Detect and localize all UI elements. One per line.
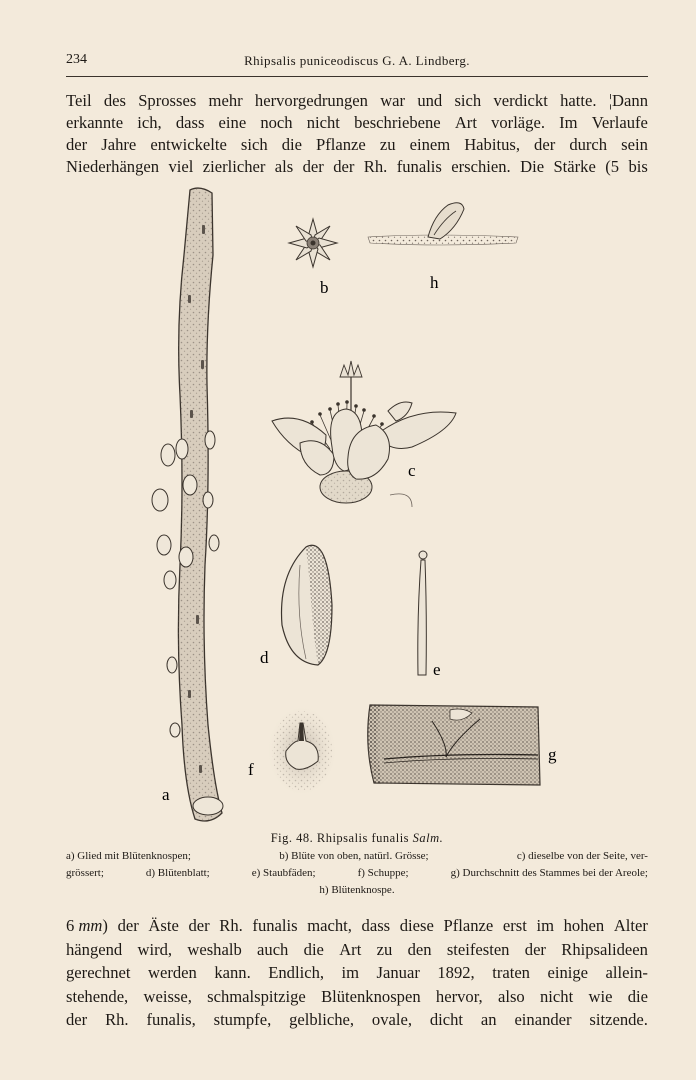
word: mehr bbox=[208, 91, 243, 110]
label-c: c bbox=[408, 461, 416, 480]
word: erkannte bbox=[66, 113, 124, 132]
text-line bbox=[66, 156, 648, 178]
word: im bbox=[536, 916, 554, 935]
word: Endlich, bbox=[268, 963, 325, 982]
page-header bbox=[66, 50, 648, 72]
word: vorläge. bbox=[491, 113, 545, 132]
word: einem bbox=[409, 135, 451, 154]
word: Habitus, bbox=[464, 135, 520, 154]
text-line bbox=[66, 112, 648, 134]
word: noch bbox=[260, 113, 293, 132]
word: zu bbox=[379, 135, 396, 154]
caption-line bbox=[66, 882, 648, 899]
caption-title-author: Salm. bbox=[412, 831, 444, 845]
caption-item: a) Glied mit Blütenknospen; bbox=[66, 850, 191, 862]
text-line bbox=[66, 914, 648, 938]
word: hervorgedrungen bbox=[254, 91, 368, 110]
label-e: e bbox=[433, 660, 441, 679]
figure-caption-title bbox=[66, 831, 648, 846]
word: einander bbox=[514, 1010, 572, 1029]
word: sich bbox=[240, 135, 268, 154]
word: der bbox=[66, 1010, 88, 1029]
word: zierlicher bbox=[202, 157, 266, 176]
word: wird, bbox=[137, 939, 173, 959]
header-rule bbox=[66, 76, 648, 77]
word: der bbox=[524, 939, 546, 959]
petal-drawing bbox=[282, 545, 333, 665]
word: Rhipsalideen bbox=[561, 939, 648, 959]
word: entwickelte bbox=[150, 135, 227, 154]
word: sein bbox=[621, 135, 648, 154]
word: durch bbox=[569, 135, 608, 154]
flower-side-view-drawing bbox=[272, 361, 456, 507]
word: Sprosses bbox=[138, 91, 197, 110]
word: ¦Dann bbox=[608, 91, 648, 110]
word: im bbox=[341, 963, 360, 982]
word: Jahre bbox=[101, 135, 137, 154]
text-line bbox=[66, 134, 648, 156]
word: Die bbox=[520, 157, 545, 176]
label-d: d bbox=[260, 648, 269, 667]
word: der bbox=[117, 916, 139, 935]
word: Art bbox=[339, 939, 362, 959]
word: nicht bbox=[306, 113, 340, 132]
label-f: f bbox=[248, 760, 254, 779]
top-paragraph bbox=[66, 90, 648, 178]
word: Pflanze bbox=[443, 916, 494, 935]
word: verdickt bbox=[493, 91, 548, 110]
word: werden bbox=[148, 963, 197, 982]
word: erschien. bbox=[451, 157, 511, 176]
word: funalis bbox=[252, 916, 298, 935]
word: der bbox=[333, 157, 355, 176]
botanical-figure bbox=[150, 185, 580, 825]
word: Niederhängen bbox=[66, 157, 160, 176]
word: Äste bbox=[148, 916, 179, 935]
word: des bbox=[103, 91, 126, 110]
word: kann. bbox=[214, 963, 251, 982]
word: der bbox=[66, 135, 88, 154]
word: 6 mm) bbox=[66, 916, 108, 935]
caption-item: b) Blüte von oben, natürl. Grösse; bbox=[279, 850, 429, 862]
word: Rh. bbox=[219, 916, 243, 935]
word: die bbox=[281, 135, 302, 154]
word: der bbox=[302, 157, 324, 176]
caption-item: h) Blütenknospe. bbox=[319, 884, 395, 896]
word: hatte. bbox=[560, 91, 597, 110]
word: Pflanze bbox=[316, 135, 366, 154]
label-b: b bbox=[320, 278, 329, 297]
caption-line bbox=[66, 848, 648, 865]
word: der bbox=[188, 916, 210, 935]
word: hohen bbox=[563, 916, 605, 935]
word: erst bbox=[502, 916, 527, 935]
word: der bbox=[534, 135, 556, 154]
word: die bbox=[627, 986, 648, 1006]
text-line bbox=[66, 938, 648, 962]
word: gelbliche, bbox=[289, 1010, 355, 1029]
word: war bbox=[380, 91, 406, 110]
flower-bud-drawing bbox=[368, 203, 518, 245]
word: einige bbox=[547, 963, 589, 982]
word: dass bbox=[361, 916, 391, 935]
word: allein- bbox=[605, 963, 648, 982]
word: schmalspitzige bbox=[207, 986, 306, 1006]
word: nicht bbox=[540, 986, 574, 1006]
word: ovale, bbox=[371, 1010, 412, 1029]
stem-cross-section-drawing bbox=[368, 705, 540, 785]
word: beschriebene bbox=[354, 113, 441, 132]
word: sitzende. bbox=[589, 1010, 648, 1029]
word: stehende, bbox=[66, 986, 129, 1006]
word: sich bbox=[454, 91, 482, 110]
caption-item: e) Staubfäden; bbox=[251, 867, 316, 879]
word: Januar bbox=[376, 963, 420, 982]
word: dass bbox=[175, 113, 205, 132]
page-number: 234 bbox=[66, 52, 87, 67]
word: stumpfe, bbox=[213, 1010, 272, 1029]
word: funalis bbox=[396, 157, 442, 176]
word: wie bbox=[588, 986, 613, 1006]
label-h: h bbox=[430, 273, 439, 292]
stem-segment-drawing bbox=[152, 188, 223, 821]
caption-item: grössert; bbox=[66, 867, 104, 879]
text-line bbox=[66, 90, 648, 112]
caption-item: d) Blütenblatt; bbox=[145, 867, 210, 879]
word: viel bbox=[168, 157, 194, 176]
word: (5 bbox=[605, 157, 620, 176]
word: Teil bbox=[66, 91, 92, 110]
caption-item: f) Schuppe; bbox=[357, 867, 409, 879]
word: dicht bbox=[429, 1010, 464, 1029]
word: eine bbox=[218, 113, 247, 132]
bottom-paragraph bbox=[66, 914, 648, 1032]
text-line bbox=[66, 961, 648, 985]
scale-drawing bbox=[268, 707, 336, 795]
word: und bbox=[417, 91, 443, 110]
stamen-drawing bbox=[418, 551, 427, 675]
flower-top-view-drawing bbox=[289, 219, 337, 267]
word: weisse, bbox=[143, 986, 192, 1006]
word: Blütenknospen bbox=[321, 986, 421, 1006]
word: auch bbox=[257, 939, 289, 959]
word: also bbox=[497, 986, 525, 1006]
word: zu bbox=[376, 939, 393, 959]
text-line bbox=[66, 985, 648, 1009]
text-line bbox=[66, 1008, 648, 1032]
word: 1892, bbox=[437, 963, 475, 982]
word: Verlaufe bbox=[591, 113, 648, 132]
word: den bbox=[407, 939, 432, 959]
running-title: Rhipsalis puniceodiscus G. A. Lindberg. bbox=[244, 53, 470, 68]
word: die bbox=[303, 939, 324, 959]
word: Rh. bbox=[105, 1010, 129, 1029]
word: funalis, bbox=[146, 1010, 196, 1029]
word: bis bbox=[628, 157, 648, 176]
word: gerechnet bbox=[66, 963, 131, 982]
word: ich, bbox=[137, 113, 162, 132]
caption-title-text: Fig. 48. Rhipsalis funalis bbox=[270, 831, 410, 845]
label-g: g bbox=[548, 745, 557, 764]
word: Art bbox=[454, 113, 477, 132]
word: Im bbox=[559, 113, 578, 132]
word: an bbox=[480, 1010, 497, 1029]
caption-line bbox=[66, 865, 648, 882]
word: Alter bbox=[613, 916, 648, 935]
caption-item: c) dieselbe von der Seite, ver- bbox=[516, 850, 648, 862]
label-a: a bbox=[162, 785, 170, 804]
word: diese bbox=[399, 916, 434, 935]
word: traten bbox=[492, 963, 530, 982]
word: als bbox=[274, 157, 294, 176]
word: steifesten bbox=[446, 939, 510, 959]
word: hervor, bbox=[435, 986, 483, 1006]
word: weshalb bbox=[187, 939, 242, 959]
word: Rh. bbox=[363, 157, 388, 176]
figure-caption-body bbox=[66, 848, 648, 899]
word: hängend bbox=[66, 939, 123, 959]
word: macht, bbox=[307, 916, 352, 935]
word: Stärke bbox=[553, 157, 596, 176]
caption-item: g) Durchschnitt des Stammes bei der Areole; bbox=[450, 867, 648, 879]
